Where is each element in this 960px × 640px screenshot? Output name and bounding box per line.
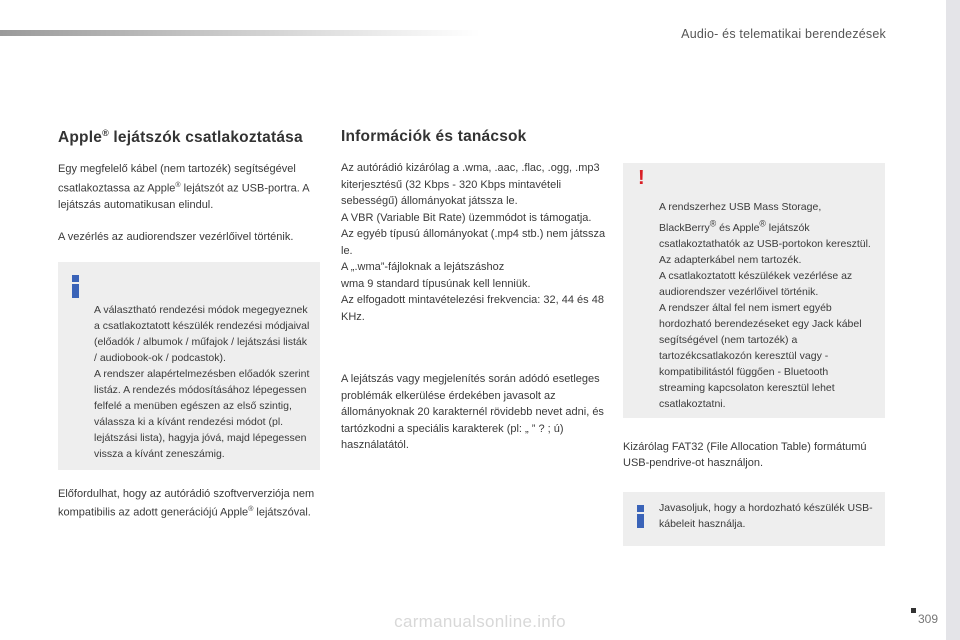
side-strip [946,0,960,640]
page-number: 309 [911,612,938,626]
info-box-cables [623,492,885,546]
info-icon [637,505,644,528]
control-paragraph: A vezérlés az audiorendszer vezérlőivel történik. [58,231,294,244]
filename-advice-paragraph: A lejátszás vagy megjelenítés során adódó esetleges problémák elkerülése érdekében javasolt az állományoknak 20 karakternél rövidebb nevet adni, és tartózkodni a speciális karakterek (pl: „ ” ? ; ú) használatától. [341,373,604,451]
compatibility-paragraph: Előfordulhat, hogy az autórádió szoftververziója nem kompatibilis az adott generációjú Apple® lejátszóval. [58,487,315,519]
header-gradient-bar [0,30,480,36]
warning-box-text: A rendszerhez USB Mass Storage, BlackBerry® és Apple® lejátszók csatlakoztathatók az USB-portokon keresztül. Az adapterkábel nem tartozék. A csatlakoztatott készülékek vezérlése az audiorendszer vezérlőivel történik. A rendszer által fel nem ismert egyéb hordozható berendezéseket egy Jack kábel segítségével (nem tartozék) a tartozékcsatlakozón keresztül vagy - kompatibilitástól függően - Bluetooth streaming kapcsolaton keresztül lehet csatlakoztatni. [659,201,871,410]
apple-heading: Apple® lejátszók csatlakoztatása [58,128,303,147]
info-box-cables-text: Javasoljuk, hogy a hordozható készülék USB-kábeleit használja. [659,501,873,530]
info-box-sorting-text: A választható rendezési módok megegyeznek a csatlakoztatott készülék rendezési módjaival (előadók / albumok / műfajok / lejátszási listák / audiobook-ok / podcastok). A rendszer alapértelmezésben előadók szerint listáz. A rendezés módosításához lépegessen felfelé a menüben egészen az első szintig, válassza ki a kívánt rendezési módot (pl. lejátszási lista), hagyja jóvá, majd lépegessen vissza a kívánt zeneszámig. [94,303,310,460]
column-info-tips [341,128,607,454]
file-formats-paragraph: Az autórádió kizárólag a .wma, .aac, .flac, .ogg, .mp3 kiterjesztésű (32 Kbps - 320 Kbps mintavételi sebességű) állományokat játssza le. A VBR (Variable Bit Rate) üzemmódot is támogatja. Az egyéb típusú állományokat (.mp4 stb.) nem játssza le. A „.wma”-fájloknak a lejátszáshoz wma 9 standard típusúnak kell lenniük. Az elfogadott mintavételezési frekvencia: 32, 44 és 48 KHz. [341,162,606,323]
info-tips-heading: Információk és tanácsok [341,128,527,145]
info-icon [72,275,79,298]
apple-connect-paragraph: Egy megfelelő kábel (nem tartozék) segítségével csatlakoztassa az Apple® lejátszót az USB-portra. A lejátszás automatikusan elindul. [58,163,309,211]
warning-box-usb [623,163,885,418]
info-box-sorting [58,262,320,470]
fat32-paragraph: Kizárólag FAT32 (File Allocation Table) formátumú USB-pendrive-ot használjon. [623,440,867,469]
column-apple-players [58,128,320,521]
watermark: carmanualsonline.info [394,612,566,631]
page-section-title: Audio- és telematikai berendezések [681,27,886,41]
column-usb [623,163,885,546]
warning-icon: ! [638,167,645,189]
